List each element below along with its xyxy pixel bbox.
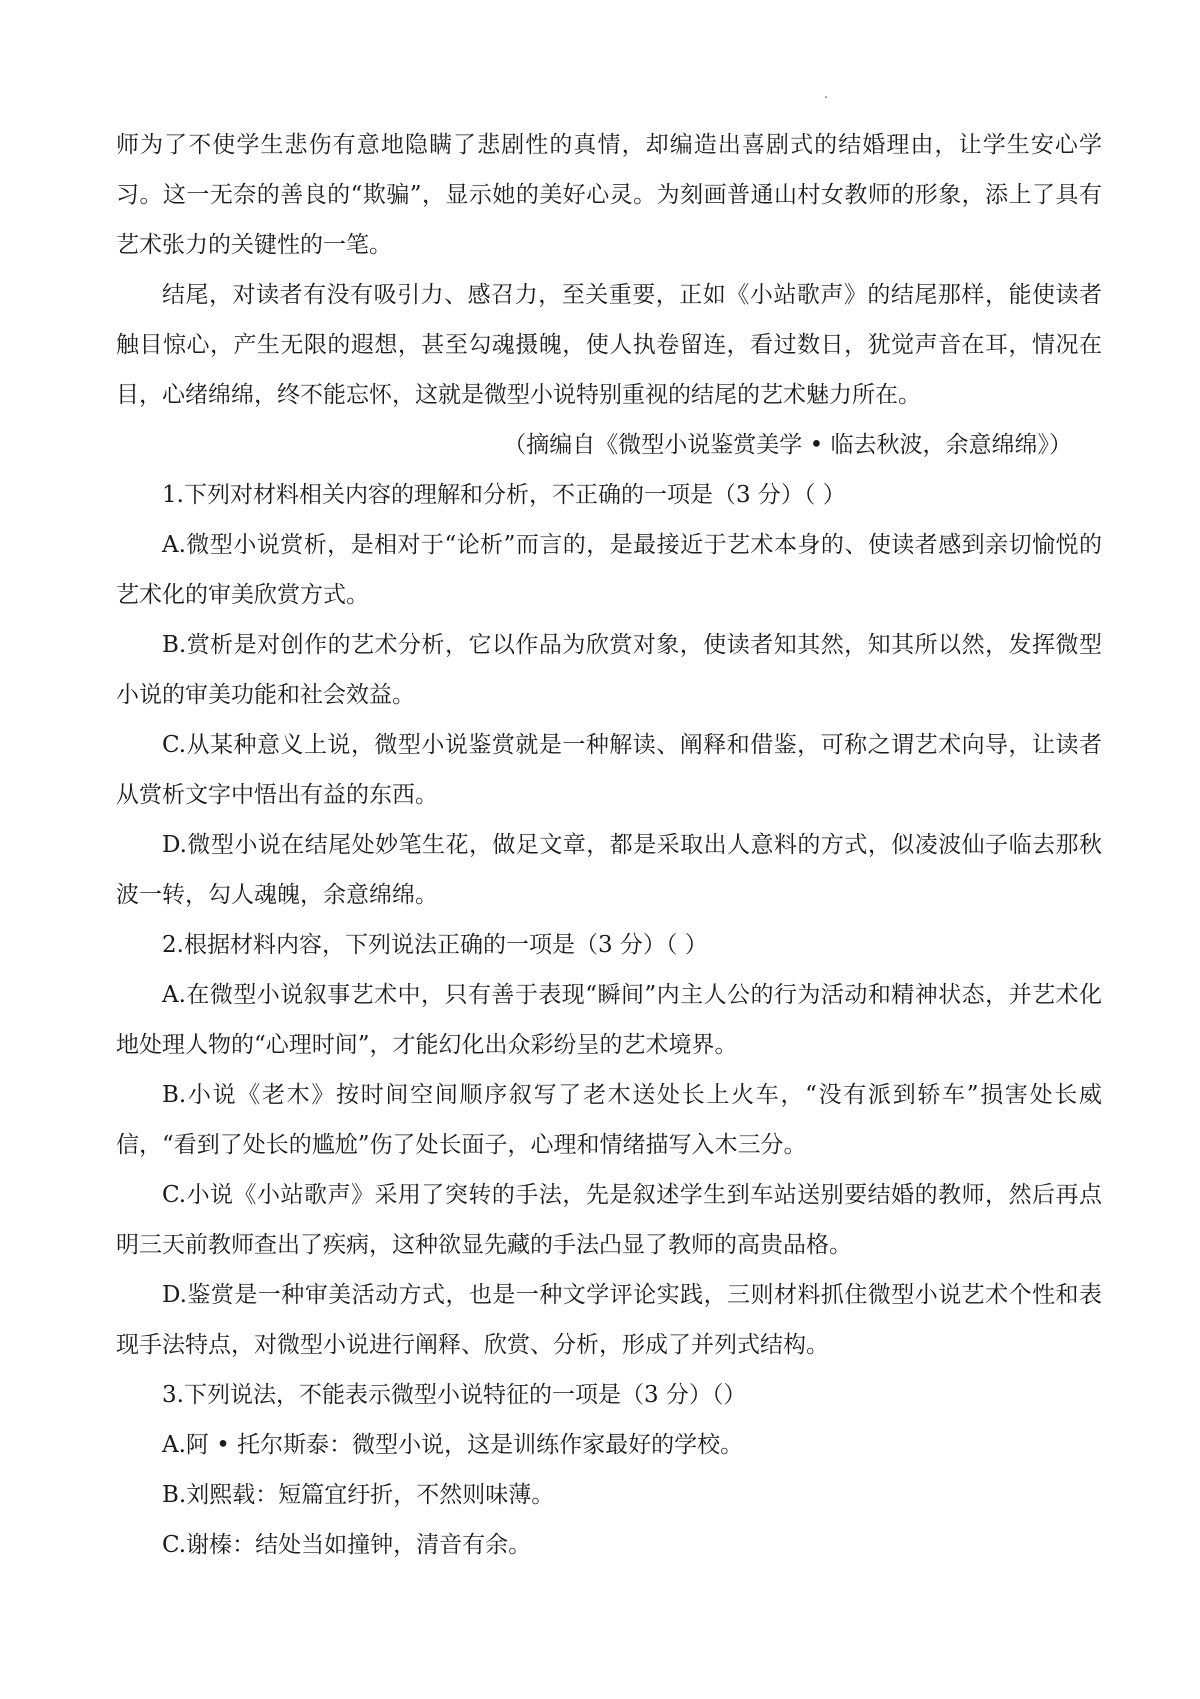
- option-b: B.赏析是对创作的艺术分析，它以作品为欣赏对象，使读者知其然，知其所以然，发挥微型小说的审美功能和社会效益。: [116, 632, 1102, 708]
- option-d: D.鉴赏是一种审美活动方式，也是一种文学评论实践，三则材料抓住微型小说艺术个性和表现手法特点，对微型小说进行阐释、欣赏、分析，形成了并列式结构。: [116, 1282, 1102, 1358]
- paragraph-ending: 结尾，对读者有没有吸引力、感召力，至关重要，正如《小站歌声》的结尾那样，能使读者触目惊心，产生无限的遐想，甚至勾魂摄魄，使人执卷留连，看过数日，犹觉声音在耳，情况在目，心绪绵绵，终不能忘怀，这就是微型小说特别重视的结尾的艺术魅力所在。: [116, 282, 1102, 408]
- question-3: [116, 1370, 1102, 1570]
- option-a: A.微型小说赏析，是相对于“论析”而言的，是最接近于艺术本身的、使读者感到亲切愉悦的艺术化的审美欣赏方式。: [116, 532, 1102, 608]
- option-b: B.刘熙载：短篇宜纡折，不然则味薄。: [162, 1482, 555, 1508]
- question-stem: 2.根据材料内容，下列说法正确的一项是（3 分）（ ）: [162, 932, 708, 958]
- option-a: A.在微型小说叙事艺术中，只有善于表现“瞬间”内主人公的行为活动和精神状态，并艺术化地处理人物的“心理时间”，才能幻化出众彩纷呈的艺术境界。: [116, 982, 1102, 1058]
- paragraph-continuation: 师为了不使学生悲伤有意地隐瞒了悲剧性的真情，却编造出喜剧式的结婚理由，让学生安心学习。这一无奈的善良的“欺骗”，显示她的美好心灵。为刻画普通山村女教师的形象，添上了具有艺术张力的关键性的一笔。: [116, 132, 1102, 258]
- option-d: D.微型小说在结尾处妙笔生花，做足文章，都是采取出人意料的方式，似凌波仙子临去那秋波一转，勾人魂魄，余意绵绵。: [116, 832, 1102, 908]
- source-citation: （摘编自《微型小说鉴赏美学 • 临去秋波，余意绵绵》）: [503, 432, 1072, 458]
- option-c: C.谢榛：结处当如撞钟，清音有余。: [162, 1532, 532, 1558]
- document-page: [116, 120, 1102, 1570]
- question-1: [116, 470, 1102, 920]
- option-a: A.阿 • 托尔斯泰：微型小说，这是训练作家最好的学校。: [162, 1432, 744, 1458]
- option-c: C.从某种意义上说，微型小说鉴赏就是一种解读、阐释和借鉴，可称之谓艺术向导，让读者从赏析文字中悟出有益的东西。: [116, 732, 1102, 808]
- question-stem: 1.下列对材料相关内容的理解和分析，不正确的一项是（3 分）（ ）: [162, 482, 846, 508]
- question-2: [116, 920, 1102, 1370]
- option-c: C.小说《小站歌声》采用了突转的手法，先是叙述学生到车站送别要结婚的教师，然后再点明三天前教师查出了疾病，这种欲显先藏的手法凸显了教师的高贵品格。: [116, 1182, 1102, 1258]
- option-b: B.小说《老木》按时间空间顺序叙写了老木送处长上火车，“没有派到轿车”损害处长威信，“看到了处长的尴尬”伤了处长面子，心理和情绪描写入木三分。: [116, 1082, 1102, 1158]
- scan-dot: [825, 96, 827, 98]
- question-stem: 3.下列说法，不能表示微型小说特征的一项是（3 分）（）: [162, 1382, 747, 1408]
